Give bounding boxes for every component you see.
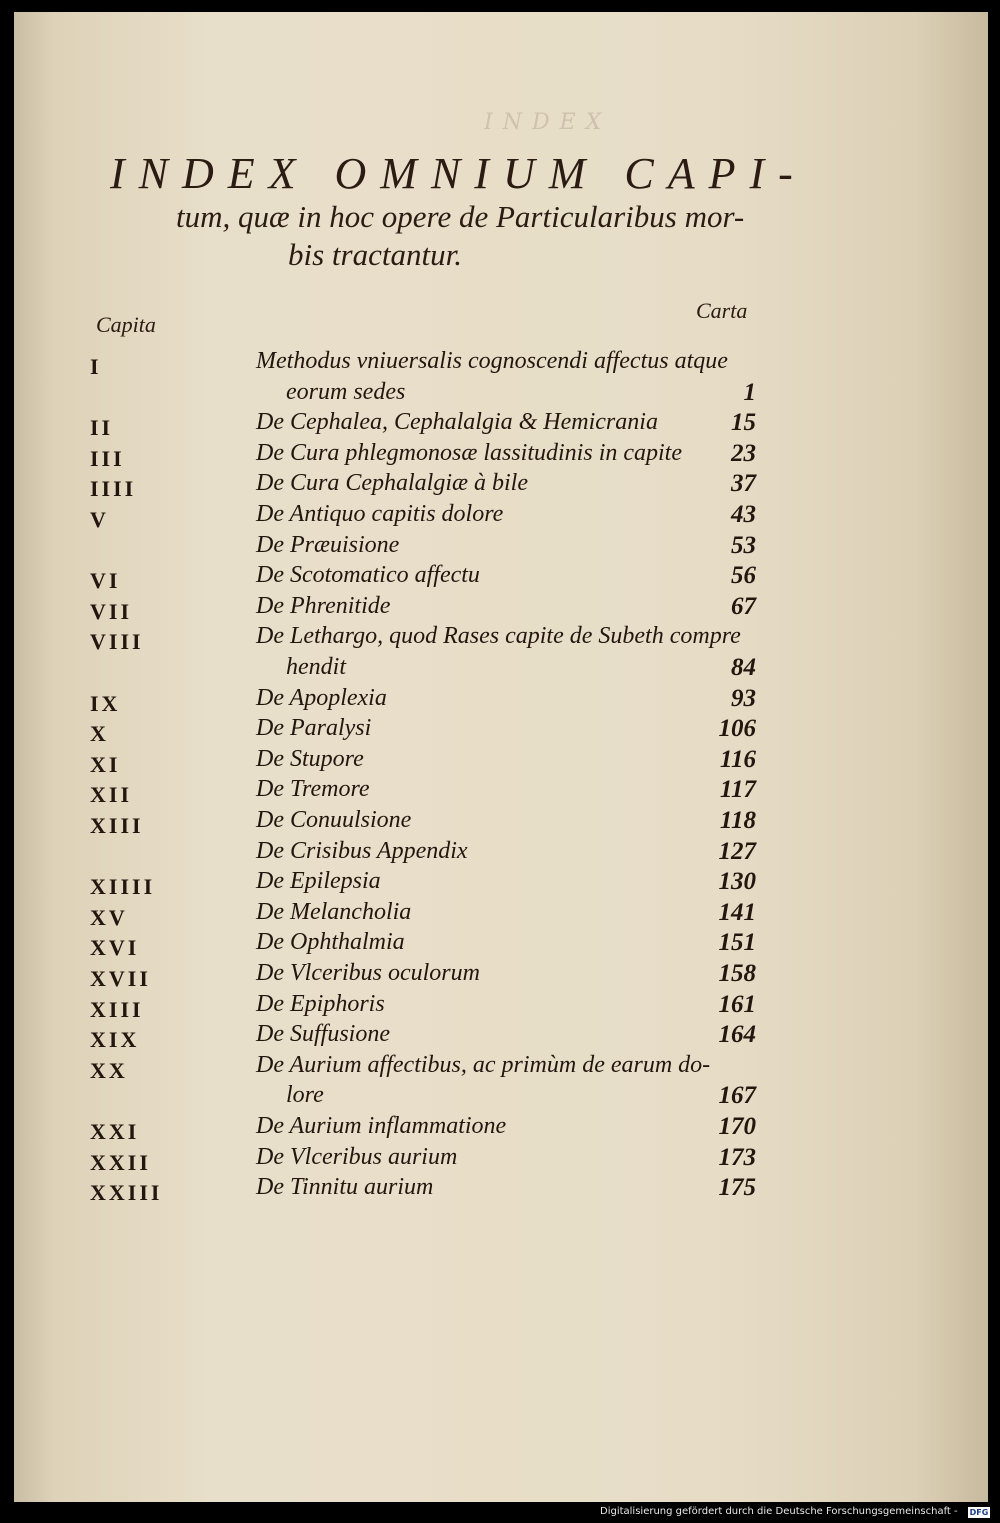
column-header-capita: Capita bbox=[96, 312, 156, 337]
index-row bbox=[14, 1144, 988, 1175]
chapter-page: 23 bbox=[731, 439, 756, 467]
chapter-number: XIII bbox=[90, 996, 144, 1022]
chapter-number: XIII bbox=[90, 813, 144, 838]
chapter-number: XVI bbox=[90, 935, 140, 961]
chapter-number: XXII bbox=[90, 1149, 151, 1175]
chapter-title: eorum sedes bbox=[286, 378, 406, 405]
chapter-page: 167 bbox=[718, 1082, 756, 1110]
chapter-page: 118 bbox=[719, 807, 756, 834]
index-row bbox=[14, 593, 988, 624]
index-row bbox=[14, 654, 988, 685]
chapter-page: 67 bbox=[731, 592, 756, 620]
chapter-title: De Phrenitide bbox=[256, 592, 391, 619]
chapter-title: De Aurium inflammatione bbox=[256, 1113, 507, 1139]
chapter-title: De Epilepsia bbox=[256, 868, 381, 895]
chapter-title: De Vlceribus aurium bbox=[256, 1143, 458, 1170]
chapter-page: 93 bbox=[731, 684, 756, 712]
chapter-page: 43 bbox=[731, 501, 756, 528]
chapter-title: De Paralysi bbox=[256, 715, 372, 742]
chapter-page: 164 bbox=[718, 1021, 756, 1049]
chapter-title: De Tinnitu aurium bbox=[256, 1174, 434, 1201]
chapter-title: Methodus vniuersalis cognoscendi affectus atque bbox=[256, 348, 728, 374]
chapter-title: De Crisibus Appendix bbox=[256, 837, 468, 864]
chapter-title: De Antiquo capitis dolore bbox=[256, 501, 504, 527]
chapter-page: 1 bbox=[743, 378, 756, 406]
index-row bbox=[14, 1082, 988, 1113]
chapter-title: De Stupore bbox=[256, 745, 364, 772]
index-row bbox=[14, 715, 988, 746]
chapter-page: 106 bbox=[718, 715, 756, 743]
chapter-page: 56 bbox=[731, 562, 756, 590]
chapter-page: 141 bbox=[718, 898, 756, 926]
chapter-number: XI bbox=[90, 751, 121, 777]
chapter-title: De Tremore bbox=[256, 776, 370, 803]
chapter-title: De Ophthalmia bbox=[256, 929, 405, 956]
chapter-page: 158 bbox=[718, 960, 756, 987]
chapter-title: De Cura phlegmonosæ lassitudinis in capite bbox=[256, 439, 682, 466]
index-row bbox=[14, 562, 988, 593]
chapter-page: 116 bbox=[719, 745, 756, 773]
chapter-number: I bbox=[90, 354, 102, 379]
index-row bbox=[14, 685, 988, 716]
chapter-number: XX bbox=[90, 1057, 128, 1083]
index-row bbox=[14, 1021, 988, 1052]
bleed-through-header: INDEX bbox=[484, 110, 612, 135]
chapter-title: De Lethargo, quod Rases capite de Subeth compre bbox=[256, 623, 741, 650]
index-row bbox=[14, 899, 988, 930]
chapter-page: 53 bbox=[731, 531, 756, 559]
index-row bbox=[14, 991, 988, 1022]
index-row bbox=[14, 868, 988, 899]
chapter-title: De Epiphoris bbox=[256, 990, 385, 1017]
title-line-3: bis tractantur. bbox=[288, 237, 462, 272]
index-row bbox=[14, 440, 988, 471]
index-row bbox=[14, 1174, 988, 1205]
index-row bbox=[14, 379, 988, 410]
chapter-number: XIIII bbox=[90, 874, 156, 900]
chapter-number: XV bbox=[90, 904, 128, 930]
chapter-number: XIX bbox=[90, 1027, 140, 1053]
chapter-page: 170 bbox=[718, 1113, 756, 1140]
index-row bbox=[14, 1113, 988, 1144]
index-row bbox=[14, 409, 988, 440]
chapter-page: 127 bbox=[718, 837, 756, 865]
index-row bbox=[14, 746, 988, 777]
index-row bbox=[14, 532, 988, 563]
chapter-page: 37 bbox=[731, 470, 756, 498]
dfg-logo: DFG bbox=[969, 1508, 989, 1517]
chapter-title: De Melancholia bbox=[256, 898, 412, 925]
chapter-number: II bbox=[90, 415, 114, 441]
index-row bbox=[14, 1052, 988, 1083]
chapter-number: XVII bbox=[90, 966, 151, 991]
chapter-number: IX bbox=[90, 690, 121, 716]
chapter-title: De Cephalea, Cephalalgia & Hemicrania bbox=[256, 409, 658, 436]
chapter-title: De Suffusione bbox=[256, 1021, 390, 1048]
chapter-number: III bbox=[90, 445, 125, 471]
chapter-title: De Apoplexia bbox=[256, 684, 387, 711]
chapter-number: V bbox=[90, 507, 109, 532]
index-row bbox=[14, 960, 988, 991]
index-row bbox=[14, 348, 988, 379]
index-row bbox=[14, 501, 988, 532]
chapter-page: 15 bbox=[731, 409, 756, 437]
chapter-number: X bbox=[90, 721, 109, 747]
chapter-number: VIII bbox=[90, 629, 144, 655]
chapter-page: 130 bbox=[718, 868, 756, 896]
chapter-page: 175 bbox=[718, 1174, 756, 1202]
chapter-title: De Vlceribus oculorum bbox=[256, 960, 480, 986]
title-line-1: INDEX OMNIUM CAPI- bbox=[110, 149, 807, 198]
index-row bbox=[14, 807, 988, 838]
column-header-carta: Carta bbox=[696, 298, 748, 323]
chapter-number: XXI bbox=[90, 1119, 140, 1144]
digitization-credit: Digitalisierung gefördert durch die Deutsche Forschungsgemeinschaft - bbox=[600, 1506, 958, 1517]
index-row bbox=[14, 623, 988, 654]
index-row bbox=[14, 929, 988, 960]
index-title bbox=[110, 149, 807, 274]
chapter-number: XXIII bbox=[90, 1180, 163, 1206]
chapter-number: XII bbox=[90, 782, 133, 808]
chapter-title: De Præuisione bbox=[256, 531, 400, 558]
chapter-title: hendit bbox=[286, 654, 346, 680]
book-page bbox=[14, 12, 988, 1502]
index-row bbox=[14, 470, 988, 501]
chapter-title: De Scotomatico affectu bbox=[256, 562, 480, 589]
chapter-number: VII bbox=[90, 598, 133, 624]
chapter-page: 161 bbox=[718, 990, 756, 1018]
chapter-title: lore bbox=[286, 1082, 324, 1109]
chapter-number: VI bbox=[90, 568, 121, 594]
chapter-number: IIII bbox=[90, 476, 137, 502]
index-row bbox=[14, 776, 988, 807]
chapter-page: 173 bbox=[718, 1143, 756, 1171]
chapter-title: De Aurium affectibus, ac primùm de earum do- bbox=[256, 1051, 711, 1078]
index-row bbox=[14, 838, 988, 869]
chapter-title: De Conuulsione bbox=[256, 807, 412, 833]
chapter-page: 117 bbox=[719, 776, 756, 804]
chapter-page: 84 bbox=[731, 654, 756, 681]
title-line-2: tum, quæ in hoc opere de Particularibus mor- bbox=[176, 199, 745, 234]
chapter-title: De Cura Cephalalgiæ à bile bbox=[256, 470, 528, 497]
chapter-page: 151 bbox=[718, 929, 756, 957]
